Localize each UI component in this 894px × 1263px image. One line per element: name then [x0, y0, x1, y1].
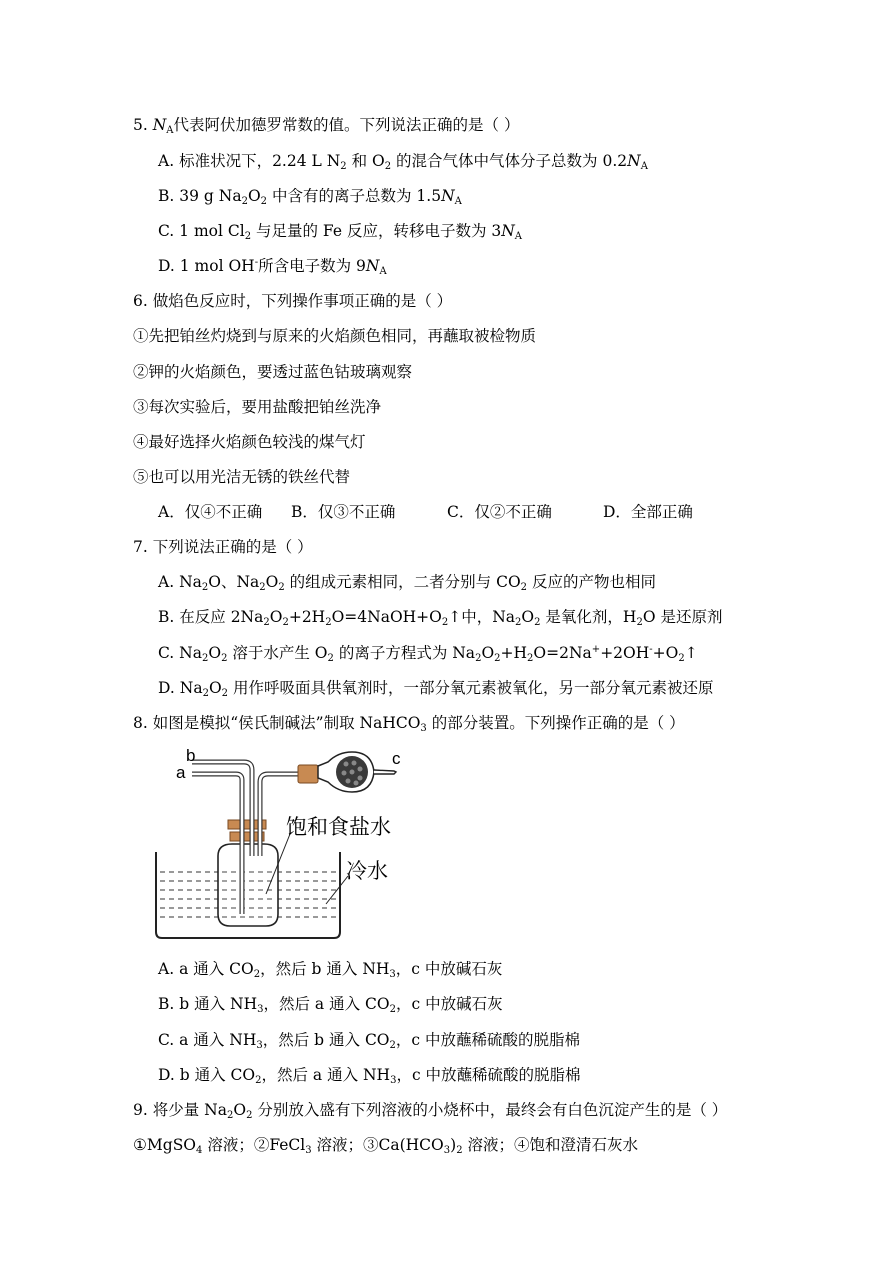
option-text: ，c 中放蘸稀硫酸的脱脂棉 [395, 1031, 580, 1049]
question-6-option-c: C．仅②不正确 [447, 503, 552, 521]
question-8-option-d [158, 1064, 581, 1086]
item-text: 溶液；②FeCl [202, 1136, 306, 1154]
subscript: 2 [340, 161, 347, 172]
leader-line [326, 876, 348, 904]
question-5-option-b [158, 185, 462, 207]
superscript: + [591, 644, 601, 655]
label-brine: 饱和食盐水 [286, 816, 391, 839]
question-number: 7. [133, 538, 148, 556]
symbol-n: N [441, 187, 455, 205]
item-text: 溶液；④饱和澄清石灰水 [462, 1136, 639, 1154]
option-label: A. [158, 152, 175, 170]
subscript: 4 [196, 1145, 203, 1156]
subscript: 2 [520, 582, 528, 593]
option-text: +H [500, 644, 528, 662]
option-text: +O [652, 644, 679, 662]
subscript: A [454, 196, 462, 207]
option-label: B. [158, 187, 175, 205]
option-text: b 通入 CO [179, 1066, 256, 1084]
option-text: O [265, 573, 279, 591]
item-text: ①MgSO [133, 1136, 197, 1154]
question-9-items [133, 1134, 638, 1156]
subscript: 3 [443, 1145, 451, 1156]
question-8-option-b [158, 993, 503, 1015]
question-6-item-2: ②钾的火焰颜色，要透过蓝色钴玻璃观察 [133, 363, 413, 381]
superscript: - [254, 257, 259, 268]
superscript: - [649, 644, 653, 655]
question-7-stem [133, 536, 313, 558]
subscript: 2 [255, 1075, 262, 1086]
subscript: 2 [202, 688, 209, 699]
option-text: 用作呼吸面具供氧剂时，一部分氧元素被氧化，另一部分氧元素被还原 [228, 679, 714, 697]
option-text: 是氧化剂，H [540, 608, 637, 626]
option-text: ，c 中放蘸稀硫酸的脱脂棉 [396, 1066, 581, 1084]
subscript: 2 [201, 582, 209, 593]
option-text: ，然后 a 通入 NH [261, 1066, 391, 1084]
option-text: ，然后 b 通入 NH [260, 960, 390, 978]
question-6-option-b: B．仅③不正确 [291, 503, 396, 521]
subscript: 2 [456, 1145, 463, 1156]
option-text: 1 mol Cl [179, 222, 245, 240]
subscript: 2 [527, 653, 534, 664]
subscript: 2 [226, 1110, 234, 1121]
option-text: b 通入 NH [179, 995, 258, 1013]
subscript: 2 [221, 688, 229, 699]
subscript: 2 [327, 653, 334, 664]
option-text: O [247, 187, 261, 205]
option-label: D. [158, 257, 175, 275]
option-text: Na [179, 573, 202, 591]
question-6-item-5: ⑤也可以用光洁无锈的铁丝代替 [133, 468, 351, 486]
option-text: Na [179, 644, 202, 662]
symbol-n: N [627, 152, 641, 170]
subscript: 2 [282, 617, 289, 628]
option-text: O=2Na [533, 644, 592, 662]
question-6-item-3: ③每次实验后，要用盐酸把铂丝洗净 [133, 398, 382, 416]
question-7-option-d [158, 677, 713, 699]
subscript: 3 [420, 723, 427, 734]
stem-text: O [233, 1101, 247, 1119]
option-text: O、Na [208, 573, 260, 591]
apparatus-figure [148, 744, 418, 944]
option-text: 的混合气体中气体分子总数为 0.2 [391, 152, 628, 170]
option-text: 溶于水产生 O [227, 644, 328, 662]
subscript: 2 [534, 617, 541, 628]
subscript: 3 [256, 1040, 263, 1051]
option-text: 标准状况下，2.24 L N [179, 152, 341, 170]
subscript: 2 [201, 653, 209, 664]
question-6-item-1: ①先把铂丝灼烧到与原来的火焰颜色相同，再蘸取被检物质 [133, 327, 537, 345]
symbol-n: N [365, 257, 380, 275]
subscript: 2 [441, 617, 449, 628]
question-6-option-a: A．仅④不正确 [158, 503, 263, 521]
subscript: A [166, 125, 174, 136]
subscript: 2 [259, 582, 266, 593]
option-text: ，然后 a 通入 CO [263, 995, 390, 1013]
option-text: ，c 中放碱石灰 [395, 995, 503, 1013]
option-label: C. [158, 644, 175, 662]
option-text: 的离子方程式为 Na [333, 644, 476, 662]
label-cold-water: 冷水 [346, 860, 388, 883]
subscript: 2 [260, 196, 268, 207]
question-6-item-4: ④最好选择火焰颜色较浅的煤气灯 [133, 433, 366, 451]
subscript: 3 [389, 969, 396, 980]
drying-tube-stopper [298, 765, 318, 783]
question-7-option-a [158, 571, 656, 593]
option-text: ，然后 b 通入 CO [262, 1031, 390, 1049]
question-number: 6. [133, 292, 148, 310]
subscript: 3 [390, 1075, 397, 1086]
subscript: 2 [244, 231, 252, 242]
option-text: +2H [288, 608, 326, 626]
item-text: 溶液；③Ca(HCO [311, 1136, 444, 1154]
subscript: 2 [241, 196, 248, 207]
stem-text: 如图是模拟“侯氏制碱法”制取 NaHCO [152, 714, 421, 732]
question-number: 9. [133, 1101, 148, 1119]
subscript: A [379, 266, 387, 277]
option-text: 所含电子数为 9 [258, 257, 366, 275]
subscript: A [640, 161, 648, 172]
question-number: 5. [133, 116, 148, 134]
subscript: 3 [305, 1145, 312, 1156]
question-8-option-c [158, 1029, 580, 1051]
option-text: 在反应 2Na [179, 608, 264, 626]
symbol-n: N [501, 222, 515, 240]
option-text: a 通入 NH [179, 1031, 257, 1049]
option-label: A. [158, 573, 175, 591]
option-label: B. [158, 608, 175, 626]
question-8-stem [133, 712, 685, 734]
bottle [218, 844, 278, 926]
option-text: O [481, 644, 495, 662]
subscript: 2 [384, 161, 392, 172]
subscript: 2 [494, 653, 501, 664]
question-9-stem [133, 1099, 727, 1121]
option-text: O [269, 608, 283, 626]
subscript: 2 [253, 969, 261, 980]
label-a: a [176, 763, 186, 782]
subscript: 2 [221, 653, 228, 664]
option-text: 39 g Na [179, 187, 242, 205]
stem-text: 做焰色反应时，下列操作事项正确的是（ ） [152, 292, 453, 310]
option-label: D. [158, 1066, 175, 1084]
option-text: 与足量的 Fe 反应，转移电子数为 3 [251, 222, 502, 240]
subscript: 3 [257, 1004, 264, 1015]
option-text: O 是还原剂 [642, 608, 723, 626]
label-c: c [392, 749, 401, 768]
option-label: D. [158, 679, 175, 697]
option-text: O=4NaOH+O [331, 608, 442, 626]
question-5-option-a [158, 150, 648, 172]
subscript: 2 [678, 653, 685, 664]
stem-text: 将少量 Na [152, 1101, 227, 1119]
subscript: 2 [636, 617, 643, 628]
question-6-option-d: D．全部正确 [603, 503, 693, 521]
subscript: 2 [278, 582, 285, 593]
subscript: 2 [389, 1040, 396, 1051]
subscript: 2 [515, 617, 522, 628]
option-label: C. [158, 222, 175, 240]
drying-tube-outlet [374, 770, 396, 774]
option-text: +2OH [600, 644, 650, 662]
label-b: b [186, 746, 196, 765]
question-5-option-c [158, 220, 522, 242]
option-text: 中含有的离子总数为 1.5 [267, 187, 442, 205]
subscript: 2 [389, 1004, 396, 1015]
option-text: 的组成元素相同，二者分别与 CO [284, 573, 521, 591]
option-label: A. [158, 960, 175, 978]
option-text: ，c 中放碱石灰 [395, 960, 503, 978]
option-text: 反应的产物也相同 [527, 573, 656, 591]
question-7-option-c [158, 642, 698, 664]
question-7-option-b [158, 606, 722, 628]
option-text: O [208, 644, 222, 662]
subscript: 2 [325, 617, 332, 628]
question-number: 8. [133, 714, 148, 732]
option-text: ↑中，Na [448, 608, 516, 626]
stem-text: 下列说法正确的是（ ） [152, 538, 313, 556]
question-5-option-d [158, 255, 387, 277]
option-text: a 通入 CO [179, 960, 254, 978]
option-text: Na [179, 679, 203, 697]
question-8-option-a [158, 958, 502, 980]
symbol-n: N [152, 116, 167, 134]
subscript: 2 [246, 1110, 253, 1121]
option-text: 1 mol OH [179, 257, 255, 275]
subscript: 2 [475, 653, 482, 664]
item-text: ) [450, 1136, 457, 1154]
option-label: C. [158, 1031, 175, 1049]
option-text: O [521, 608, 535, 626]
option-label: B. [158, 995, 175, 1013]
option-text: 和 O [346, 152, 385, 170]
subscript: A [514, 231, 523, 242]
stem-text: 代表阿伏加德罗常数的值。下列说法正确的是（ ） [173, 116, 520, 134]
stem-text: 的部分装置。下列操作正确的是（ ） [426, 714, 685, 732]
option-text: ↑ [684, 644, 698, 662]
question-6-stem [133, 290, 452, 312]
subscript: 2 [263, 617, 270, 628]
option-text: O [208, 679, 222, 697]
question-5-stem [133, 114, 519, 136]
stem-text: 分别放入盛有下列溶液的小烧杯中，最终会有白色沉淀产生的是（ ） [252, 1101, 728, 1119]
